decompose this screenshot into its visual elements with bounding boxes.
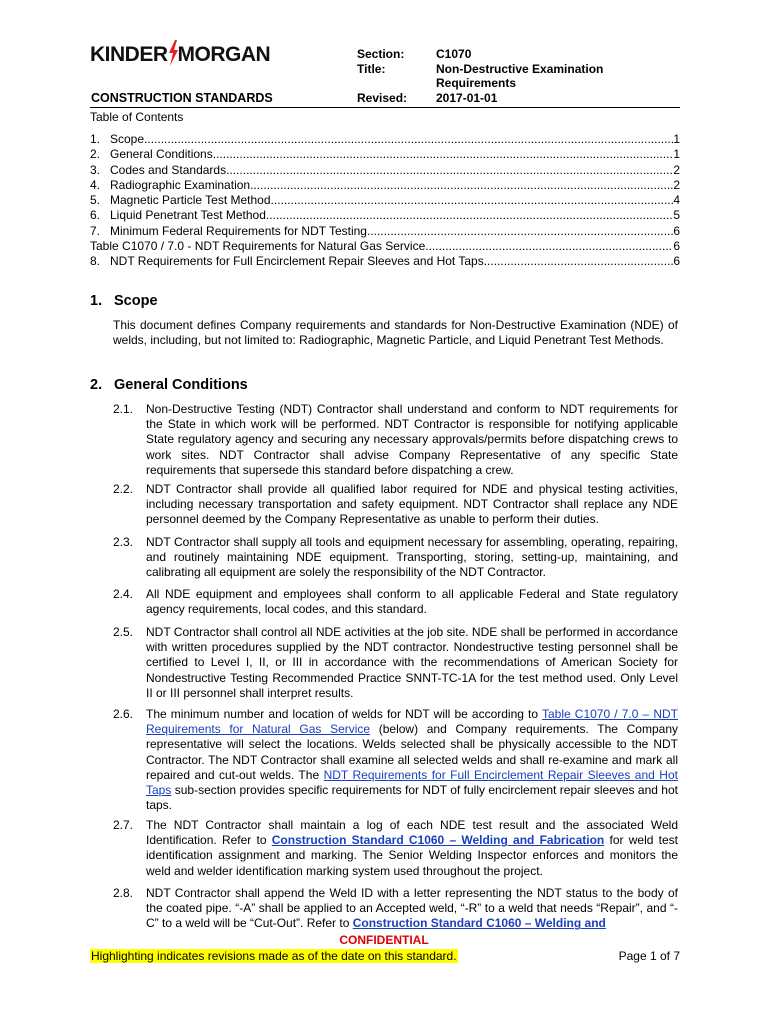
clause-2-1: 2.1. Non-Destructive Testing (NDT) Contractor shall understand and conform to NDT requirements for the State in which work will be performed. NDT Contractor is responsible for notifying applicable State regulatory agency and securing any necessary approvals/permits before dispatching crews to work sites. NDT Contractor shall advise Company Representative of any specific State requirements that supersede this standard before dispatching a crew.	[113, 402, 678, 477]
section-heading-scope: 1. Scope	[90, 293, 158, 309]
section-value: C1070	[436, 47, 472, 61]
construction-standards-label: CONSTRUCTION STANDARDS	[91, 91, 273, 105]
title-value-line2: Requirements	[436, 76, 517, 90]
page-number: Page 1 of 7	[618, 949, 680, 963]
confidential-label: CONFIDENTIAL	[339, 933, 429, 947]
revision-highlight-note: Highlighting indicates revisions made as of the date on this standard.	[91, 949, 457, 963]
toc-entry[interactable]: 7. Minimum Federal Requirements for NDT Testing ..... 6	[90, 224, 680, 239]
toc-entry[interactable]: 8. NDT Requirements for Full Encirclement Repair Sleeves and Hot Taps ..... 6	[90, 254, 680, 269]
link-construction-standard-c1060[interactable]: Construction Standard C1060 – Welding and	[352, 916, 606, 931]
toc-entry[interactable]: 4. Radiographic Examination ..... 2	[90, 178, 680, 193]
title-key: Title:	[357, 61, 386, 76]
table-of-contents	[90, 132, 680, 270]
toc-entry[interactable]: 2. General Conditions ..... 1	[90, 147, 680, 162]
toc-entry[interactable]: 3. Codes and Standards ..... 2	[90, 163, 680, 178]
clause-2-8: 2.8. NDT Contractor shall append the Weld ID with a letter representing the NDT status to the body of the coated pipe. “-A” shall be applied to an Accepted weld, “-R” to a weld that needs “Repair”, and “-C” to a weld will be “Cut-Out”. Refer to Construction Standard C1060 – Welding and	[113, 886, 678, 931]
revised-key: Revised:	[357, 90, 408, 105]
link-ndt-requirements-sleeves[interactable]: NDT Requirements for Full Encirclement Repair Sleeves and Hot Taps	[146, 767, 678, 798]
section-key: Section:	[357, 47, 405, 61]
document-meta	[357, 47, 696, 105]
header-divider	[90, 107, 680, 108]
title-value-line1: Non-Destructive Examination	[436, 61, 604, 76]
link-construction-standard-c1060[interactable]: Construction Standard C1060 – Welding and Fabrication	[271, 833, 605, 848]
scope-paragraph: This document defines Company requirements and standards for Non-Destructive Examination (NDE) of welds, including, but not limited to: Radiographic, Magnetic Particle, and Liquid Penetrant Test Methods.	[113, 318, 678, 348]
toc-entry[interactable]: 1. Scope ..... 1	[90, 132, 680, 147]
clause-2-4: 2.4. All NDE equipment and employees shall conform to all applicable Federal and State regulatory agency requirements, local codes, and this standard.	[113, 587, 678, 617]
toc-entry[interactable]: 6. Liquid Penetrant Test Method ..... 5	[90, 208, 680, 223]
toc-title: Table of Contents	[90, 110, 184, 124]
toc-entry[interactable]: Table C1070 / 7.0 - NDT Requirements for Natural Gas Service ..... 6	[90, 239, 680, 254]
link-table-c1070[interactable]: Table C1070 / 7.0 – NDT Requirements for Natural Gas Service	[146, 707, 678, 737]
revised-value: 2017-01-01	[436, 90, 498, 105]
toc-entry[interactable]: 5. Magnetic Particle Test Method ..... 4	[90, 193, 680, 208]
clause-2-7: 2.7. The NDT Contractor shall maintain a log of each NDE test result and the associated Weld Identification. Refer to Construction Standard C1060 – Welding and Fabrication for weld test identification assignment and marking. The Senior Welding Inspector enforces and monitors the weld and welder identification marking system used throughout the project.	[113, 818, 678, 878]
section-heading-general-conditions: 2. General Conditions	[90, 377, 248, 393]
clause-2-5: 2.5. NDT Contractor shall control all NDE activities at the job site. NDE shall be performed in accordance with written procedures supplied by the NDT contractor. Nondestructive testing personnel shall be certified to Level I, II, or III in accordance with the recommendations of American Society for Nondestructive Testing Recommended Practice SNNT-TC-1A for the test method used. Only Level II or III personnel shall interpret results.	[113, 625, 679, 700]
logo-text-right: MORGAN	[177, 43, 271, 66]
clause-2-6: 2.6. The minimum number and location of welds for NDT will be according to Table C1070 / 7.0 – NDT Requirements for Natural Gas Service (below) and Company requirements. The Company representative will select the locations. Welds selected shall be physically accessible to the NDT Contractor. The NDT Contractor shall examine all selected welds and shall re-examine and mark all repaired and cut-out welds. The NDT Requirements for Full Encirclement Repair Sleeves and Hot Taps sub-section provides specific requirements for NDT of fully encirclement repair sleeves and hot taps.	[113, 707, 678, 813]
company-logo	[90, 42, 270, 67]
clause-2-2: 2.2. NDT Contractor shall provide all qualified labor required for NDE and physical testing activities, including necessary transportation and safety equipment. NDT Contractor shall replace any NDE personnel deemed by the Company Representative as unable to perform their duties.	[113, 482, 678, 527]
clause-2-3: 2.3. NDT Contractor shall supply all tools and equipment necessary for assembling, operating, repairing, and routinely maintaining NDE equipment. Transporting, storing, setting-up, maintaining, and calibrating all equipment are solely the responsibility of the NDT Contractor.	[113, 535, 678, 580]
lightning-bolt-icon	[169, 42, 177, 64]
logo-text-left: KINDER	[90, 43, 168, 66]
